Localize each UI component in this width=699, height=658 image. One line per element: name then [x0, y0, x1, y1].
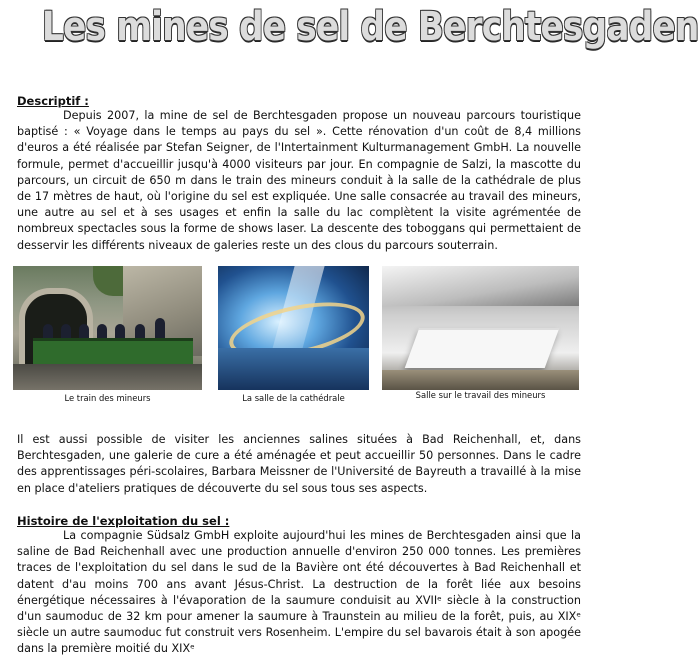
histoire-heading: Histoire de l'exploitation du sel : [17, 514, 230, 528]
caption-salle-travail: Salle sur le travail des mineurs [415, 390, 546, 400]
histoire-paragraph [17, 528, 581, 658]
photo-train-des-mineurs [13, 266, 202, 390]
descriptif-text: Depuis 2007, la mine de sel de Berchtesgaden propose un nouveau parcours touristique baptisé : « Voyage dans le temps au pays du sel ». Cette rénovation d'un coût de 8,4 millions d'euros a été réalisée par Stefan Seigner, de l'Intertainment Kulturmanagement GmbH. La nouvelle formule, permet d'accueillir jusqu'à 4000 visiteurs par jour. En compagnie de Salzi, la mascotte du parcours, un circuit de 650 m dans le train des mineurs conduit à la salle de la cathédrale de plus de 17 mètres de haut, où l'origine du sel est expliquée. Une salle consacrée au travail des mineurs, une autre au sel et à ses usages et enfin la salle du lac complètent la visite agrémentée de nombreux spectacles sous la forme de shows laser. La descente des toboggans qui permettaient de desservir les différents niveaux de galeries reste un des clous du parcours souterrain. [17, 109, 581, 252]
histoire-text: La compagnie Südsalz GmbH exploite aujourd'hui les mines de Berchtesgaden ainsi que la saline de Bad Reichenhall avec une production annuelle d'environ 250 000 tonnes. Les premières traces de l'exploitation du sel dans le sud de la Bavière ont été découvertes à Bad Reichenhall et datent d'au moins 700 ans avant Jésus-Christ. La destruction de la forêt liée aux besoins énergétique nécessaires à l'évaporation de la saumure conduisit au XVIIᵉ siècle à la construction d'un saumoduc de 32 km pour amener la saumure à Traunstein au milieu de la forêt, puis, au XIXᵉ siècle un autre saumoduc fut construit vers Rosenheim. L'empire du sel bavarois était à son apogée dans la première moitié du XIXᵉ [17, 529, 581, 656]
caption-train: Le train des mineurs [64, 393, 151, 403]
photo-salle-cathedrale [218, 266, 369, 390]
descriptif-paragraph [17, 108, 581, 254]
caption-cathedrale: La salle de la cathédrale [242, 393, 345, 403]
page-title: Les mines de sel de Berchtesgaden [41, 4, 699, 50]
descriptif-heading: Descriptif : [17, 94, 89, 108]
photo-salle-travail-mineurs [382, 266, 579, 390]
paragraph-salines: Il est aussi possible de visiter les anciennes salines situées à Bad Reichenhall, et, dans Berchtesgaden, une galerie de cure a été aménagée et peut accueillir 50 personnes. Dans le cadre des apprentissages péri-scolaires, Barbara Meissner de l'Université de Bayreuth a travaillé à la mise en place d'ateliers pratiques de découverte du sel sous tous ses aspects. [17, 433, 581, 495]
